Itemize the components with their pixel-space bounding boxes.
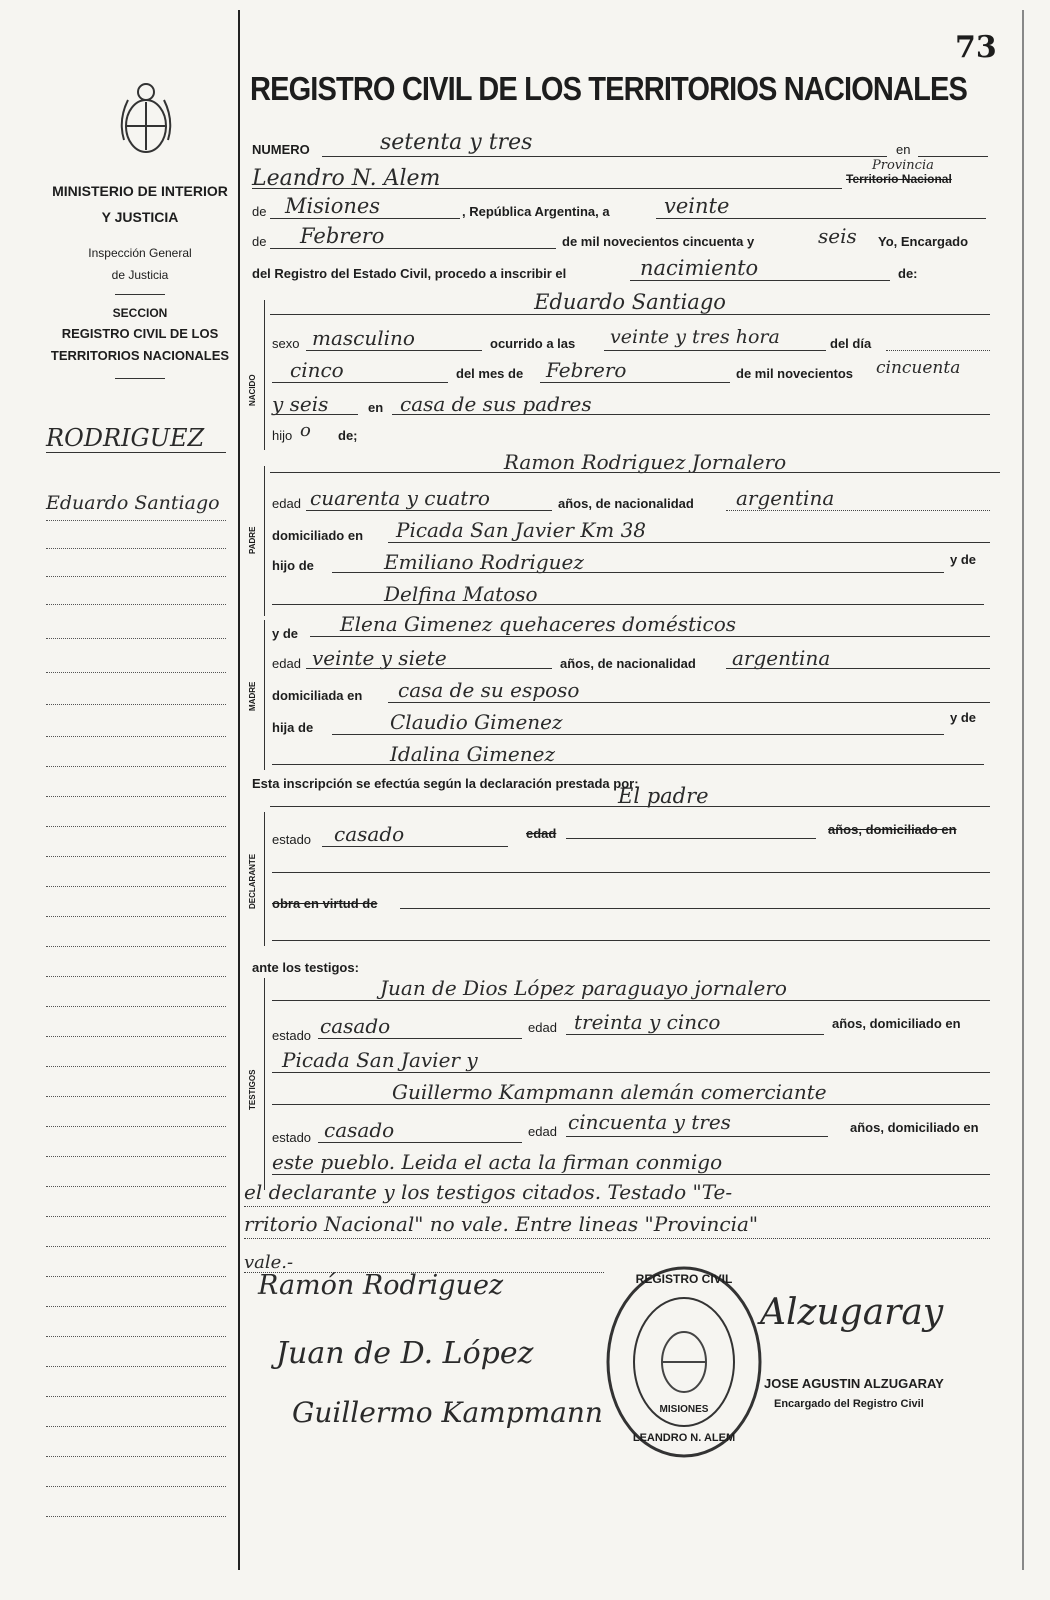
label-del-dia: del día [830,336,872,351]
rule [244,1206,990,1207]
left-surname: RODRIGUEZ [46,424,205,452]
acto-value: nacimiento [640,256,759,280]
numero-value: setenta y tres [380,130,533,155]
side-rule [46,1096,226,1097]
rule [244,1238,990,1239]
side-rule [46,856,226,857]
label-anos-dom: años, domiciliado en [850,1120,979,1135]
testigo2-value: Guillermo Kampmann alemán comerciante [392,1080,827,1104]
side-rule [46,1246,226,1247]
rule [392,414,990,415]
anio-nac-value: cincuenta [876,358,961,378]
side-rule [46,916,226,917]
mes-value: Febrero [300,224,385,248]
inspection-line1: Inspección General [88,246,192,260]
label-numero: NUMERO [252,142,310,157]
label-obra-struck: obra en virtud de [272,896,378,911]
rule [252,188,842,189]
side-rule [46,826,226,827]
side-rule [46,452,226,453]
side-rule [46,1456,226,1457]
rule [388,542,990,543]
madre-dom-value: casa de su esposo [398,678,580,702]
testigo1-value: Juan de Dios López paraguayo jornalero [380,976,787,1000]
label-hijo-de: hijo de [272,558,314,573]
side-rule [46,1516,226,1517]
rule [400,908,990,909]
side-rule [46,1276,226,1277]
label-domiciliado: domiciliado en [272,528,364,543]
testigo1-estado-value: casado [320,1014,391,1038]
rule [272,382,448,383]
registrar-title: Encargado del Registro Civil [774,1398,924,1410]
rule [332,734,944,735]
label-y-de: y de [950,710,977,725]
rule [540,382,730,383]
rule [272,1072,990,1073]
inspection-line2: de Justicia [111,268,169,282]
side-rule [46,1366,226,1367]
section-line2: REGISTRO CIVIL DE LOS [61,326,219,341]
side-rule [46,1306,226,1307]
rule [656,218,986,219]
label-anos-nac: años, de nacionalidad [558,496,694,511]
rule [306,510,552,511]
label-de: de [252,204,267,219]
label-hijo: hijo [272,428,293,443]
hijo-suffix: o [300,420,311,441]
ministry-line2: Y JUSTICIA [101,209,179,225]
rule [272,414,358,415]
label-del-mes: del mes de [456,366,524,381]
right-edge [1022,10,1024,1570]
side-rule [46,520,226,521]
page-number: 73 [955,30,997,65]
rule [270,314,990,315]
label-en: en [896,142,911,157]
page-title: REGISTRO CIVIL DE LOS TERRITORIOS NACIONALES [250,70,967,107]
label-domiciliada: domiciliada en [272,688,363,703]
testigo2-dom-value: este pueblo. Leida el acta la firman conmigo [272,1150,723,1174]
registrar-signature: Alzugaray [760,1292,944,1333]
ministry-line1: MINISTERIO DE INTERIOR [52,183,228,199]
rule [604,350,826,351]
padre-madre-value: Delfina Matoso [384,582,538,606]
dia-value: veinte [664,194,730,218]
argentine-coat-of-arms-icon [118,80,174,160]
territorio-struck: Territorio Nacional [846,172,952,186]
rule [270,248,556,249]
madre-padre-value: Claudio Gimenez [390,710,563,734]
lugar-nac-value: casa de sus padres [400,392,592,416]
testigo1-dom-value: Picada San Javier y [282,1048,478,1072]
left-given-names: Eduardo Santiago [46,492,220,514]
label-de-mil: de mil novecientos cincuenta y [562,234,755,249]
section-testigos: TESTIGOS [248,1069,257,1111]
label-republica: , República Argentina, a [462,204,610,219]
testigo2-edad-value: cincuenta y tres [568,1110,731,1134]
madre-nombre-value: Elena Gimenez quehaceres domésticos [340,612,737,636]
side-rule [46,638,226,639]
label-y-de: y de [272,626,299,641]
label-en-lugar: en [368,400,384,415]
stamp-middle: MISIONES [659,1404,709,1415]
note-line2: rritorio Nacional" no vale. Entre lineas "Provincia" [244,1212,759,1236]
section-line3: TERRITORIOS NACIONALES [50,348,230,363]
rule [272,1104,990,1105]
label-anos-dom: años, domiciliado en [832,1016,961,1031]
side-rule [46,576,226,577]
signature-juan: Juan de D. López [276,1336,534,1371]
lugar-value: Leandro N. Alem [252,166,441,191]
label-inscripcion: Esta inscripción se efectúa según la declaración prestada por: [252,776,639,791]
rule [322,846,508,847]
label-edad: edad [272,656,301,671]
side-rule [46,976,226,977]
madre-edad-value: veinte y siete [312,646,447,670]
label-edad: edad [528,1124,557,1139]
rule [272,1000,990,1001]
rule [726,510,990,511]
note-line1: el declarante y los testigos citados. Testado "Te- [244,1180,733,1204]
divider [115,294,165,295]
side-rule [46,1396,226,1397]
side-rule [46,604,226,605]
testigo2-estado-value: casado [324,1118,395,1142]
rule [310,636,990,637]
rule [318,1038,522,1039]
section-padre: PADRE [248,526,257,554]
rule [270,472,1000,473]
nacido-box [264,300,265,450]
rule [726,668,990,669]
divider [115,378,165,379]
padre-padre-value: Emiliano Rodriguez [384,550,584,574]
provincia-insert: Provincia [872,158,934,173]
declarante-estado-value: casado [334,822,405,846]
side-rule [46,1126,226,1127]
label-anos-nac: años, de nacionalidad [560,656,696,671]
signature-ramon: Ramón Rodriguez [258,1270,504,1301]
side-rule [46,766,226,767]
label-edad: edad [272,496,301,511]
side-rule [46,672,226,673]
rule [566,838,816,839]
madre-madre-value: Idalina Gimenez [390,742,556,766]
rule [322,156,887,157]
rule [270,218,460,219]
label-hija-de: hija de [272,720,314,735]
rule [272,872,990,873]
side-rule [46,886,226,887]
label-sexo: sexo [272,336,300,351]
testigo1-edad-value: treinta y cinco [574,1010,721,1034]
signature-guillermo: Guillermo Kampmann [292,1396,603,1429]
padre-dom-value: Picada San Javier Km 38 [396,518,647,542]
testigos-box [264,978,265,1190]
label-estado: estado [272,1028,312,1043]
side-rule [46,1216,226,1217]
side-rule [46,704,226,705]
section-madre: MADRE [248,681,257,711]
label-de-semicolon: de; [338,428,358,443]
rule [918,156,988,157]
nombre-value: Eduardo Santiago [534,290,726,314]
label-estado: estado [272,832,312,847]
stamp-top: REGISTRO CIVIL [635,1272,733,1286]
declarante-box [264,812,265,946]
rule [566,1136,828,1137]
side-rule [46,1186,226,1187]
side-rule [46,1336,226,1337]
side-rule [46,1486,226,1487]
hora-value: veinte y tres hora [610,326,780,348]
rule [306,350,482,351]
label-ocurrido: ocurrido a las [490,336,576,351]
rule [272,604,984,605]
registrar-name: JOSE AGUSTIN ALZUGARAY [764,1376,944,1391]
label-y-de: y de [950,552,977,567]
padre-nac-value: argentina [736,486,835,510]
rule [306,668,552,669]
side-rule [46,736,226,737]
rule [272,940,990,941]
side-rule [46,946,226,947]
label-del-registro: del Registro del Estado Civil, procedo a inscribir el [252,266,567,281]
side-rule [46,1426,226,1427]
side-rule [46,1036,226,1037]
side-rule [46,1066,226,1067]
madre-nac-value: argentina [732,646,831,670]
mes-nac-value: Febrero [546,358,627,382]
section-declarante: DECLARANTE [248,853,257,909]
anio-value: seis [818,224,857,248]
declarante-value: El padre [618,784,709,808]
sexo-value: masculino [312,326,415,350]
side-rule [46,1156,226,1157]
label-ante-testigos: ante los testigos: [252,960,359,975]
label-yo-encargado: Yo, Encargado [878,234,969,249]
label-de: de [252,234,267,249]
label-edad: edad [528,1020,557,1035]
padre-edad-value: cuarenta y cuatro [310,486,490,510]
label-estado: estado [272,1130,312,1145]
madre-box [264,620,265,770]
rule [270,806,990,807]
dia-nac-value: cinco [290,358,344,382]
rule [886,350,990,351]
rule [332,572,944,573]
rule [388,702,990,703]
label-de-mil-nov: de mil novecientos [736,366,854,381]
rule [630,280,890,281]
side-rule [46,796,226,797]
section-line1: SECCION [112,306,168,320]
label-anos-dom-struck: años, domiciliado en [828,822,957,837]
provincia-value: Misiones [285,194,381,218]
rule [272,764,984,765]
stamp-bottom: LEANDRO N. ALEM [632,1432,736,1444]
side-rule [46,548,226,549]
side-rule [46,1006,226,1007]
rule [566,1034,824,1035]
column-divider [238,10,240,1570]
rule [318,1142,522,1143]
label-edad-struck: edad [526,826,557,841]
anio-nac-value2: y seis [272,392,329,416]
label-de-colon: de: [898,266,918,281]
section-nacido: NACIDO [248,374,257,406]
note-line3: vale.- [244,1252,294,1273]
rule [272,1174,990,1175]
padre-box [264,466,265,616]
padre-nombre-value: Ramon Rodriguez Jornalero [503,450,787,474]
